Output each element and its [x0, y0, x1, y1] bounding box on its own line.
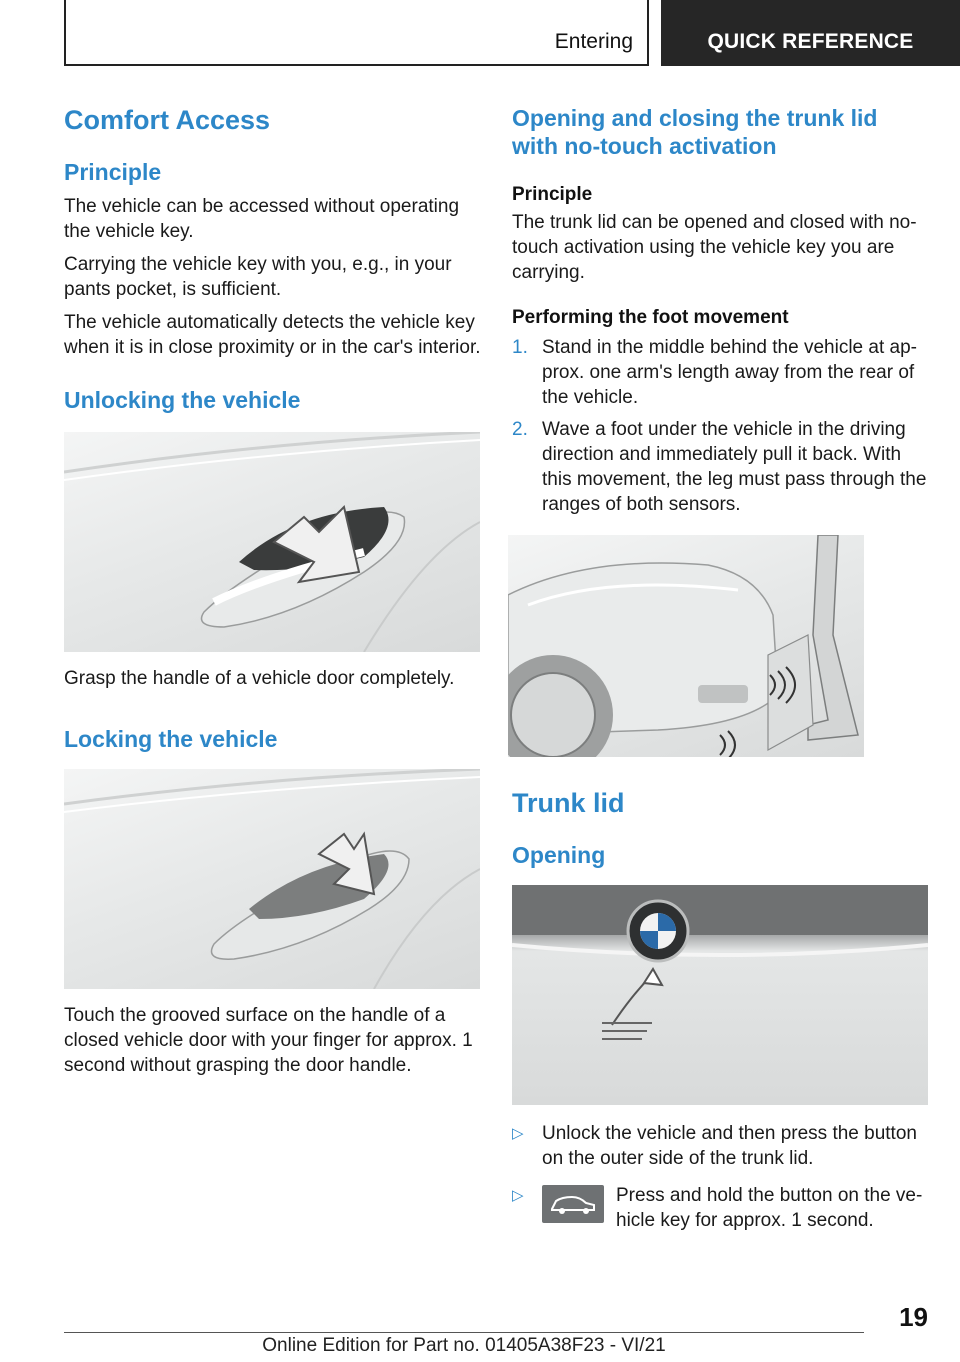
- left-column: [64, 96, 482, 1078]
- trunk-lid-title: Trunk lid: [512, 788, 625, 818]
- step-item: [512, 335, 928, 410]
- lock-door-handle-illustration: [64, 769, 480, 989]
- foot-movement-heading: Performing the foot movement: [512, 307, 789, 328]
- foot-movement-illustration: [508, 535, 864, 757]
- opening-instructions: [512, 1121, 928, 1233]
- principle-paragraph-2: Carrying the vehicle key with you, e.g., in your pants pocket, is sufficient.: [64, 254, 452, 300]
- step-number: 1.: [512, 337, 528, 358]
- instruction-text: Press and hold the button on the vehicle key for approx. 1 second.: [616, 1185, 923, 1231]
- section-title: Entering: [554, 30, 633, 53]
- comfort-access-title: Comfort Access: [64, 105, 271, 135]
- step-text: Stand in the middle behind the vehicle at approx. one arm's length away from the rear of the vehicle.: [542, 337, 917, 408]
- foot-movement-steps: [512, 335, 928, 517]
- locking-caption: Touch the grooved surface on the handle of a closed vehicle door with your finger for approx. 1 second without grasping the door handle.: [64, 1005, 473, 1076]
- unlock-door-handle-drawing: [64, 432, 480, 652]
- opening-heading: Opening: [512, 842, 606, 868]
- chapter-tab: QUICK REFERENCE: [661, 0, 960, 66]
- principle-paragraph-3: The vehicle automatically detects the vehicle key when it is in close proximity or in the car's interior.: [64, 312, 481, 358]
- unlock-door-handle-illustration: [64, 432, 480, 652]
- no-touch-principle-heading: Principle: [512, 184, 593, 205]
- unlocking-caption: Grasp the handle of a vehicle door completely.: [64, 668, 455, 689]
- car-rear-foot-drawing: [508, 535, 864, 757]
- edition-footer: Online Edition for Part no. 01405A38F23 - VI/21: [262, 1335, 666, 1356]
- instruction-item: [512, 1121, 928, 1171]
- instruction-text: Unlock the vehicle and then press the button on the outer side of the trunk lid.: [542, 1123, 917, 1169]
- trunk-button-drawing: [512, 885, 928, 1105]
- step-item: [512, 417, 928, 517]
- trunk-key-button-icon: [542, 1185, 604, 1223]
- trunk-button-illustration: [512, 885, 928, 1105]
- step-number: 2.: [512, 419, 528, 440]
- lock-door-handle-drawing: [64, 769, 480, 989]
- triangle-bullet-icon: ▷: [512, 1125, 524, 1142]
- no-touch-title: Opening and closing the trunk lid with no-touch activation: [512, 105, 878, 159]
- right-column: [512, 96, 928, 1233]
- instruction-item: [512, 1183, 928, 1233]
- locking-heading: Locking the vehicle: [64, 726, 278, 752]
- section-tab: [64, 0, 649, 66]
- unlocking-heading: Unlocking the vehicle: [64, 387, 301, 413]
- no-touch-principle-paragraph: The trunk lid can be opened and closed with no-touch activation using the vehicle key you are carrying.: [512, 212, 917, 283]
- footer-divider: [64, 1332, 864, 1333]
- page-header: [64, 0, 960, 66]
- step-text: Wave a foot under the vehicle in the driving direction and immediately pull it back. With this movement, the leg must pass through the ranges of both sensors.: [542, 419, 927, 515]
- principle-heading: Principle: [64, 159, 162, 185]
- page-number: 19: [899, 1302, 928, 1332]
- triangle-bullet-icon: ▷: [512, 1187, 524, 1204]
- principle-paragraph-1: The vehicle can be accessed without operating the vehicle key.: [64, 196, 460, 242]
